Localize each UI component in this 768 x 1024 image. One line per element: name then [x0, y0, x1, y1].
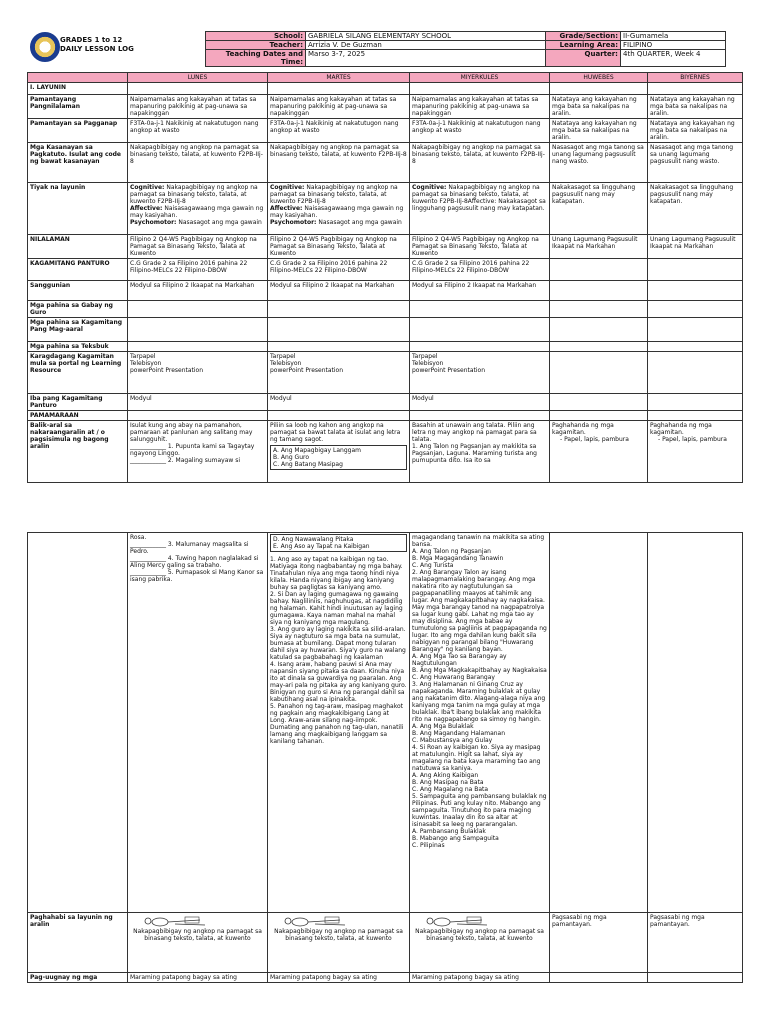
cell: Natataya ang kakayahan ng mga bata sa nakalipas na aralin.: [648, 119, 743, 143]
row-label: Balik-aral sa nakaraangaralin at / o pagsisimula ng bagong aralin: [28, 421, 128, 483]
psychomotor-text: Nasasagot ang mga gawain: [318, 219, 402, 226]
row-label: Mga pahina sa Teksbuk: [28, 342, 128, 352]
psychomotor-text: Nasasagot ang mga gawain: [178, 219, 262, 226]
material: powerPoint Presentation: [412, 367, 486, 374]
area-value: FILIPINO: [621, 41, 726, 50]
choice: D. Ang Nawawalang Pitaka: [273, 536, 354, 543]
choice: A. Ang Mapagbigay Langgam: [273, 447, 361, 454]
cognitive-text: Nakapagbibigay ng angkop na pamagat sa binasang teksto, talata, at kuwento F2PB-IIj-8: [130, 184, 258, 205]
log-label: DAILY LESSON LOG: [60, 45, 134, 53]
cell: [128, 352, 268, 394]
row-label: Karagdagang Kagamitan mula sa portal ng Learning Resource: [28, 352, 128, 394]
deped-seal-icon: [30, 32, 60, 62]
cognitive-label: Cognitive:: [130, 184, 165, 191]
cell: Maraming patapong bagay sa ating: [268, 973, 410, 983]
choice: C. Ang Batang Masipag: [273, 461, 343, 468]
item: C. Pilipinas: [412, 842, 445, 849]
cell: Modyul sa Filipino 2 Ikaapat na Markahan: [128, 281, 268, 301]
item: 5. Panahon ng tag-araw, masipag maghakot ng pagkain ang magkakibigang Lang at Long. Araw-araw silang nag-iimpok. Dumating ang panahon ng tag-ulan, nanatili lamang ang magkaibigang langgam sa kanilang tahanan.: [270, 703, 404, 745]
cell: Nasasagot ang mga tanong sa unang lagumang pagsusulit nang wasto.: [648, 143, 743, 183]
quarter-value: 4th QUARTER, Week 4: [621, 50, 726, 67]
cell: Maraming patapong bagay sa ating: [410, 973, 550, 983]
cell: F3TA-0a-j-1 Nakikinig at nakatutugon nang angkop at wasto: [128, 119, 268, 143]
objective: Nakapagbibigay ng angkop na pamagat sa binasang teksto, talata, at kuwento: [415, 928, 544, 942]
dates-value: Marso 3-7, 2025: [306, 50, 546, 67]
item: A. Pambansang Bulaklak: [412, 828, 486, 835]
cell: Nakakasagot sa lingguhang pagsusulit nang may katapatan.: [648, 183, 743, 235]
cell: Filipino 2 Q4-W5 Pagbibigay ng Angkop na Pamagat sa Binasang Teksto, Talata at Kuwento: [268, 235, 410, 259]
item: ____________ 5. Pumapasok si Mang Kanor sa isang pabrika.: [130, 569, 264, 583]
row-label: Pag-uugnay ng mga: [28, 973, 128, 983]
grade-value: II-Gumamela: [621, 32, 726, 41]
material: Tarpapel: [270, 353, 296, 360]
material: Telebisyon: [270, 360, 302, 367]
cell: Filipino 2 Q4-W5 Pagbibigay ng Angkop na Pamagat sa Binasang Teksto, Talata at Kuwento: [128, 235, 268, 259]
row-label: Mga Kasanayan sa Pagkatuto. Isulat ang code ng bawat kasanayan: [28, 143, 128, 183]
item: ____________ 1. Pupunta kami sa Tagaytay ngayong Linggo.: [130, 443, 255, 457]
cell: Maraming patapong bagay sa ating: [128, 973, 268, 983]
item: ____________ 3. Malumanay magsalita si Pedro.: [130, 541, 249, 555]
item: Rosa.: [130, 534, 147, 541]
item: 2. Si Dan ay laging gumagawa ng gawaing bahay. Nagliliniis, naghuhugas, at nagdidilig ng halaman. Kahit hindi inuutusan ay laging gumagawa. Kaya naman mahal na mahal siya ng kaniyang mga magulang.: [270, 591, 403, 626]
supplies: Papel, lapis, pambura: [662, 436, 727, 443]
cell: Naipamamalas ang kakayahan at tatas sa mapanuring pakikinig at pag-unawa sa napakinggan: [128, 95, 268, 119]
page-gap: [0, 490, 768, 520]
psychomotor-label: Psychomotor:: [130, 219, 177, 226]
cell: [410, 421, 550, 483]
lesson-table: [27, 72, 743, 483]
days-row: [28, 73, 743, 83]
cell: C.G Grade 2 sa Filipino 2016 pahina 22 Filipino-MELCs 22 Filipino-DBOW: [128, 259, 268, 281]
page-two: [0, 520, 768, 1024]
school-label: School:: [206, 32, 306, 41]
cell: [268, 183, 410, 235]
item: 1. Ang Talon ng Pagsanjan ay makikita sa Pagsanjan, Laguna. Maraming turista ang pumupunta dito. Isa ito sa: [412, 443, 537, 464]
material: Tarpapel: [130, 353, 156, 360]
school-value: GABRIELA SILANG ELEMENTARY SCHOOL: [306, 32, 546, 41]
cell: [128, 913, 268, 973]
day-header: HUWEBES: [550, 73, 648, 83]
choices-box: [270, 445, 407, 470]
material: Telebisyon: [130, 360, 162, 367]
item: 3. Ang Halamanan ni Ginang Cruz ay napakaganda. Maraming bulaklak at gulay ang nakatanim dito. Alagang-alaga niya ang kaniyang mga tanim na mga gulay at mga bulaklak. Iba't ibang bulaklak ang makikita rito na nagpapabango sa simoy ng hangin.: [412, 681, 546, 723]
item: B. Ang Masipag na Bata: [412, 779, 484, 786]
item: A. Ang Talon ng Pagsanjan: [412, 548, 491, 555]
item: ____________ 4. Tuwing hapon naglalakad si Aling Mercy galing sa trabaho.: [130, 555, 259, 569]
cell: [268, 352, 410, 394]
item: ____________ 2. Magaling sumayaw si: [130, 457, 241, 464]
material: powerPoint Presentation: [130, 367, 204, 374]
cognitive-text: Nakapagbibigay ng angkop na pamagat sa binasang teksto, talata, at kuwento F2PB-IIj-8: [270, 184, 398, 205]
item: 3. Ang guro ay laging nakikita sa silid-aralan. Siya ay nagtuturo sa mga bata na sumulat, bumasa at bumilang. Dapat mong tularan dahil siya ay huwaran. Siya'y guro na walang katulad sa pagbabahagi ng kaalaman: [270, 626, 406, 661]
cell: [128, 533, 268, 913]
cell: Modyul sa Filipino 2 Ikaapat na Markahan: [410, 281, 550, 301]
cell: Modyul sa Filipino 2 Ikaapat na Markahan: [268, 281, 410, 301]
cell: Nakapagbibigay ng angkop na pamagat sa binasang teksto, talata, at kuwento F2PB-IIj-8: [410, 143, 550, 183]
row-label: Iba pang Kagamitang Panturo: [28, 394, 128, 411]
psychomotor-label: Psychomotor:: [270, 219, 317, 226]
day-header: MARTES: [268, 73, 410, 83]
header-table: [205, 31, 726, 67]
cell: Natataya ang kakayahan ng mga bata sa nakalipas na aralin.: [648, 95, 743, 119]
cell: [268, 533, 410, 913]
section-layunin: I. LAYUNIN: [28, 83, 128, 95]
cell: Nakakasagot sa lingguhang pagsusulit nang may katapatan.: [550, 183, 648, 235]
cell: [268, 421, 410, 483]
affective-text: Naisasagawaang mga gawain ng may kasiyahan.: [270, 205, 404, 219]
item: Paghahanda ng mga kagamitan.: [552, 422, 614, 436]
cell: Modyul: [128, 394, 268, 411]
child-reading-icon: [130, 914, 230, 928]
row-label: Pamantayan sa Pagganap: [28, 119, 128, 143]
log-title: [60, 36, 134, 54]
item: C. Ang Huwarang Barangay: [412, 674, 495, 681]
item: 4. Si Roan ay kaibigan ko. Siya ay masipag at matulungin. Higit sa lahat, siya ay magalang na bata kaya maraming tao ang natutuwa sa kaniya.: [412, 744, 541, 772]
cell: Naipamamalas ang kakayahan at tatas sa mapanuring pakikinig at pag-unawa sa napakinggan: [410, 95, 550, 119]
item: 5. Sampaguita ang pambansang bulaklak ng Pilipinas. Puti ang kulay nito. Mabango ang sampaguita. Tinutuhog ito para maging kuwintas. Inaalay din ito sa altar at isinasabit sa leeg ng pararangalan.: [412, 793, 547, 828]
affective-label: Affective:: [130, 205, 163, 212]
cell: Nakapagbibigay ng angkop na pamagat sa binasang teksto, talata, at kuwento F2PB-IIj-8: [268, 143, 410, 183]
dates-label: Teaching Dates and Time:: [206, 50, 306, 67]
item: C. Mabustansya ang Gulay: [412, 737, 493, 744]
cell: Unang Lagumang Pagsusulit Ikaapat na Markahan: [648, 235, 743, 259]
material: Tarpapel: [412, 353, 438, 360]
item: C. Ang Turista: [412, 562, 454, 569]
cognitive-label: Cognitive:: [412, 184, 447, 191]
item: magagandang tanawin na makikita sa ating bansa.: [412, 534, 545, 548]
day-header: LUNES: [128, 73, 268, 83]
teacher-label: Teacher:: [206, 41, 306, 50]
item: B. Mga Magagandang Tanawin: [412, 555, 504, 562]
lesson-table-continued: [27, 532, 743, 983]
cell: [410, 913, 550, 973]
item: B. Ang Magandang Halamanan: [412, 730, 506, 737]
cell: Natataya ang kakayahan ng mga bata sa nakalipas na aralin.: [550, 119, 648, 143]
row-label: Paghahabi sa layunin ng aralin: [28, 913, 128, 973]
item: - Papel, lapis, pambura: [560, 436, 629, 443]
item: - Papel, lapis, pambura: [658, 436, 727, 443]
item: Paghahanda ng mga kagamitan.: [650, 422, 712, 436]
cell: Filipino 2 Q4-W5 Pagbibigay ng Angkop na Pamagat sa Binasang Teksto, Talata at Kuwento: [410, 235, 550, 259]
cell: [128, 421, 268, 483]
cell: Pagsasabi ng mga pamantayan.: [550, 913, 648, 973]
teacher-value: Arrizia V. De Guzman: [306, 41, 546, 50]
cell: Modyul: [268, 394, 410, 411]
cell: Naipamamalas ang kakayahan at tatas sa mapanuring pakikinig at pag-unawa sa napakinggan: [268, 95, 410, 119]
child-reading-icon: [270, 914, 370, 928]
section-pamamaraan: PAMAMARAAN: [28, 411, 128, 421]
objective: Nakapagbibigay ng angkop na pamagat sa binasang teksto, talata, at kuwento: [274, 928, 403, 942]
instruction: Piliin sa loob ng kahon ang angkop na pamagat sa bawat talata at isulat ang letra ng tamang sagot.: [270, 422, 401, 443]
item: A. Ang Mga Tao sa Barangay ay Nagtutulungan: [412, 653, 507, 667]
cell: [268, 913, 410, 973]
item: 1. Ang aso ay tapat na kaibigan ng tao. Matiyaga itong nagbabantay ng mga bahay. Tinatahulan niya ang mga taong hindi niya kilala. Handa niyang ibigay ang kaniyang buhay sa pagligtas sa kaniyang amo.: [270, 556, 403, 591]
row-label: Sanggunian: [28, 281, 128, 301]
day-header: BIYERNES: [648, 73, 743, 83]
instruction: Basahin at unawain ang talata. Piliin ang letra ng may angkop na pamagat para sa talata.: [412, 422, 537, 443]
cell: Natataya ang kakayahan ng mga bata sa nakalipas na aralin.: [550, 95, 648, 119]
row-label: Pamantayang Pangnilalaman: [28, 95, 128, 119]
row-label: Mga pahina sa Gabay ng Guro: [28, 301, 128, 318]
row-label: Mga pahina sa Kagamitang Pang Mag-aaral: [28, 318, 128, 342]
page-one: [0, 0, 768, 490]
material: Telebisyon: [412, 360, 444, 367]
item: A. Ang Mga Bulaklak: [412, 723, 474, 730]
child-reading-icon: [412, 914, 512, 928]
affective-label: Affective:: [270, 205, 303, 212]
grades-label: GRADES 1 to 12: [60, 36, 123, 44]
choices-box: [270, 534, 407, 552]
cell: Pagsasabi ng mga pamantayan.: [648, 913, 743, 973]
item: 4. Isang araw, habang pauwi si Ana may napansin siyang pitaka sa daan. Kinuha niya ito at dinala sa guwardiya ng paaralan. Ang may-ari pala ng pitaka ay ang kaniyang guro. Binigyan ng guro si Ana ng parangal dahil sa kabutihang asal na ipinakita.: [270, 661, 407, 703]
cell: F3TA-0a-j-1 Nakikinig at nakatutugon nang angkop at wasto: [268, 119, 410, 143]
choice: E. Ang Aso ay Tapat na Kaibigan: [273, 543, 370, 550]
day-header: MIYERKULES: [410, 73, 550, 83]
cell: [128, 183, 268, 235]
supplies: Papel, lapis, pambura: [564, 436, 629, 443]
cell: Nakapagbibigay ng angkop na pamagat sa binasang teksto, talata, at kuwento F2PB-IIj-8: [128, 143, 268, 183]
choice: B. Ang Guro: [273, 454, 310, 461]
cell: C.G Grade 2 sa Filipino 2016 pahina 22 Filipino-MELCs 22 Filipino-DBOW: [268, 259, 410, 281]
item: A. Ang Aking Kaibigan: [412, 772, 479, 779]
area-label: Learning Area:: [546, 41, 621, 50]
item: B. Mabango ang Sampaguita: [412, 835, 499, 842]
cell: Modyul: [410, 394, 550, 411]
instruction: Isulat kung ang abay na pamanahon, pamaraan at panlunan ang salitang may salungguhit.: [130, 422, 253, 443]
item: 2. Ang Barangay Talon ay isang malapagmamalaking barangay. Ang mga nakatira rito ay nagtutulungan sa pagpapanatiling maayos at tahimik ang lugar. Ang magkakapitbahay ay nagkakaisa. May mga barangay tanod na nagpapatrolya sa lugar kung gabi. Lahat ng mga tao ay may disiplina. Ang mga babae ay tumutulong sa pagliinis at pagpapaganda ng lugar. Ito ang mga dahilan kung bakit sila nabigyan ng parangal bilang "Huwarang Barangay" ng kanilang bayan.: [412, 569, 547, 653]
item: B. Ang Mga Magkakapitbahay ay Nagkakaisa: [412, 667, 547, 674]
cell: [410, 533, 550, 913]
cell: [550, 421, 648, 483]
affective-text: Naisasagawaang mga gawain ng may kasiyahan.: [130, 205, 264, 219]
row-label: Tiyak na layunin: [28, 183, 128, 235]
cell: [648, 421, 743, 483]
row-label: NILALAMAN: [28, 235, 128, 259]
quarter-label: Quarter:: [546, 50, 621, 67]
objective: Nakapagbibigay ng angkop na pamagat sa binasang teksto, talata, at kuwento: [133, 928, 262, 942]
cognitive-label: Cognitive:: [270, 184, 305, 191]
cell: C.G Grade 2 sa Filipino 2016 pahina 22 Filipino-MELCs 22 Filipino-DBOW: [410, 259, 550, 281]
material: powerPoint Presentation: [270, 367, 344, 374]
cell: Nasasagot ang mga tanong sa unang lagumang pagsusulit nang wasto.: [550, 143, 648, 183]
item: C. Ang Magalang na Bata: [412, 786, 489, 793]
cell: [410, 352, 550, 394]
cell: F3TA-0a-j-1 Nakikinig at nakatutugon nang angkop at wasto: [410, 119, 550, 143]
cell: Unang Lagumang Pagsusulit Ikaapat na Markahan: [550, 235, 648, 259]
row-label: KAGAMITANG PANTURO: [28, 259, 128, 281]
grade-label: Grade/Section:: [546, 32, 621, 41]
cognitive-text: Nakapagbibigay ng angkop na pamagat sa binasang teksto, talata, at kuwento F2PB-IIj-8Affective: Nakakasagot sa lingguhang pagsusulit nang may katapatan.: [412, 184, 546, 212]
cell: [410, 183, 550, 235]
